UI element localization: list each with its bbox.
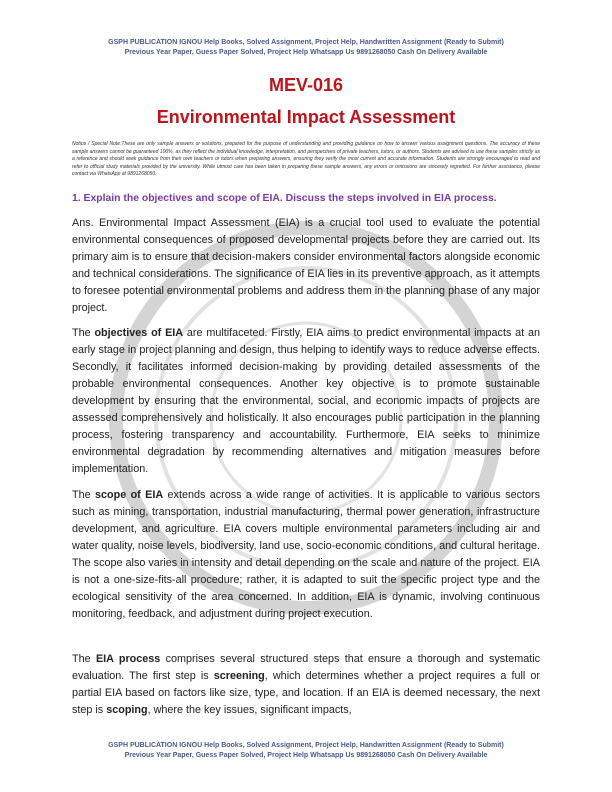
- bold-term-objectives: objectives of EIA: [94, 327, 184, 339]
- footer-line-2: Previous Year Paper, Guess Paper Solved, Project Help Whatsapp Us 9891268050 Cash On Delivery Available: [124, 752, 488, 759]
- page-header: [40, 38, 572, 58]
- bold-term-screening: screening: [213, 670, 265, 682]
- text-run: are multifaceted. Firstly, EIA aims to predict environmental impacts at an early stage in project planning and design, thus helping to identify ways to reduce adverse effects. Secondly, it facilitates informed decision-making by providing detailed assessments of the probable environmental consequences. Another key objective is to promote sustainable development by ensuring that the environmental, social, and economic impacts of projects are assessed comprehensively and holistically. It also encourages public participation in the planning process, fostering transparency and accountability. Furthermore, EIA seeks to minimize environmental degradation by recommending alternatives and mitigation measures before implementation.: [72, 327, 541, 475]
- special-notice: Notice / Special Note:These are only sample answers or solutions, prepared for the purpose of understanding and providing guidance on how to answer various assignment questions. The accuracy of these sample answers cannot be guaranteed 100%, as they reflect the individual knowledge, interpretation, and perspectives of private teachers, tutors, or authors. Students are advised to use these samples strictly as a reference and should seek guidance from their own teachers or tutors when preparing answers, ensuring they verify the most current and accurate information. Students are strongly encouraged to read and refer to official study materials provided by the university. While utmost care has been taken in preparing these sample answers, any errors or omissions are sincerely regretted. For further assistance, please contact via WhatsApp at 9891268050.: [72, 141, 540, 178]
- page-footer: [40, 741, 572, 761]
- footer-line-1: GSPH PUBLICATION IGNOU Help Books, Solved Assignment, Project Help, Handwritten Assignment (Ready to Submit): [108, 742, 504, 749]
- course-code: MEV-016: [268, 75, 344, 95]
- answer-paragraph-process: [72, 651, 540, 719]
- bold-term-process: EIA process: [95, 653, 161, 665]
- text-run: , where the key issues, significant impacts,: [147, 704, 352, 716]
- text-run: , which determines whether a project requires a full or partial EIA based on factors like size, type, and location. If an EIA is deemed necessary, the next step is: [72, 670, 540, 716]
- bold-term-scope: scope of EIA: [95, 489, 164, 501]
- text-run: The: [72, 653, 96, 665]
- question-heading: 1. Explain the objectives and scope of EIA. Discuss the steps involved in EIA process.: [72, 193, 497, 204]
- text-run: comprises several structured steps that ensure a thorough and systematic evaluation. The first step is: [72, 653, 540, 682]
- bold-term-scoping: scoping: [106, 704, 148, 716]
- header-line-2: Previous Year Paper, Guess Paper Solved, Project Help Whatsapp Us 9891268050 Cash On Delivery Available: [124, 49, 488, 56]
- text-run: The: [72, 489, 95, 501]
- header-line-1: GSPH PUBLICATION IGNOU Help Books, Solved Assignment, Project Help, Handwritten Assignment (Ready to Submit): [108, 39, 504, 46]
- text-run: The: [72, 327, 95, 339]
- answer-paragraph-scope: [72, 487, 540, 623]
- answer-paragraph-intro: Ans. Environmental Impact Assessment (EIA) is a crucial tool used to evaluate the potential environmental consequences of proposed developmental projects before they are carried out. Its primary aim is to ensure that decision-makers consider environmental factors alongside economic and technical considerations. The significance of EIA lies in its preventive approach, as it attempts to foresee potential environmental problems and address them in the planning phase of any major project.: [72, 217, 540, 314]
- course-title: Environmental Impact Assessment: [156, 107, 456, 127]
- text-run: extends across a wide range of activities. It is applicable to various sectors such as mining, transportation, industrial manufacturing, thermal power generation, infrastructure development, and agriculture. EIA covers multiple environmental parameters including air and water quality, noise levels, biodiversity, land use, socio-economic conditions, and cultural heritage. The scope also varies in intensity and detail depending on the scale and nature of the project. EIA is not a one-size-fits-all procedure; rather, it is adapted to suit the specific project type and the ecological sensitivity of the area concerned. In addition, EIA is dynamic, involving continuous monitoring, feedback, and adjustment during project execution.: [72, 489, 541, 620]
- answer-paragraph-objectives: [72, 325, 540, 478]
